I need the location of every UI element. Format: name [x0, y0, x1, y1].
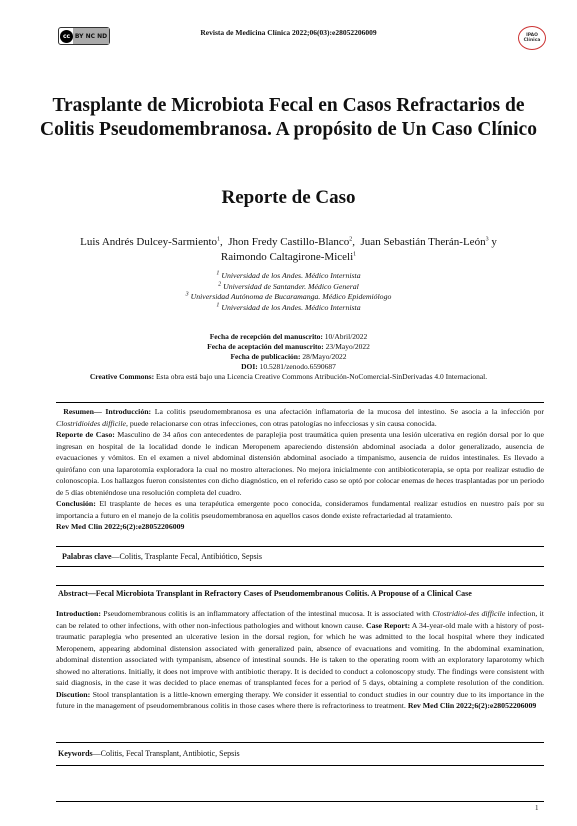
cc-icon: cc — [60, 30, 73, 43]
keywords-text: —Colitis, Fecal Transplant, Antibiotic, Sepsis — [92, 749, 240, 758]
affiliation-num: 1 — [216, 270, 220, 277]
author-3-sup: 3 — [485, 236, 489, 243]
resumen-citation: Rev Med Clin 2022;6(2):e28052206009 — [56, 522, 185, 531]
doi-line — [40, 362, 537, 372]
logo-subtext: Clínica — [523, 38, 541, 43]
resumen-conclusion: El trasplante de heces es una terapéutica emergente poco conocida, consideramos fundamental realizar estudios en nuestro país por su importancia a futuro en el manejo de la colitis pseudomembranosa en aquellos casos donde existe refractariedad al tratamiento. — [56, 499, 545, 520]
palabras-clave — [56, 546, 544, 561]
keywords-box — [56, 742, 544, 766]
accepted-label: Fecha de aceptación del manuscrito: — [207, 342, 324, 351]
cc-text: Esta obra está bajo una Licencia Creative Commons Atribución-NoComercial-SinDerivadas 4.0 Internacional. — [155, 372, 488, 381]
affiliation-line — [40, 303, 537, 314]
resumen-heading: Resumen— Introducción: — [63, 407, 152, 416]
abstract-intro-cont: infection, it can be related to other infections, with other non-infectious pathologies and without known cause. — [56, 609, 544, 630]
article-type: Reporte de Caso — [221, 187, 356, 208]
affiliation-line — [40, 282, 537, 293]
abstract-discussion-heading: Discution: — [56, 689, 91, 699]
affiliation-text: Universidad Autónoma de Bucaramanga. Médico Epidemiólogo — [190, 292, 392, 301]
received-label: Fecha de recepción del manuscrito: — [209, 332, 323, 341]
author-2: Jhon Fredy Castillo-Blanco — [228, 236, 350, 248]
author-and: y — [491, 236, 497, 248]
abstract-title: Abstract—Fecal Microbiota Transplant in Refractory Cases of Pseudomembranous Colitis. A Propouse of a Clinical Case — [58, 589, 472, 598]
received-value: 10/Abril/2022 — [324, 332, 368, 341]
keywords-heading: Keywords — [58, 749, 93, 758]
affiliations — [40, 271, 537, 313]
author-4: Raimondo Caltagirone-Miceli — [220, 251, 354, 263]
cc-license-badge — [58, 27, 110, 45]
affiliation-line — [40, 292, 537, 303]
abstract-heading — [56, 586, 544, 598]
abstract-paragraph — [56, 608, 544, 712]
doi-label: DOI: — [241, 362, 258, 371]
keywords — [56, 743, 544, 758]
resumen-intro-cont: , puede relacionarse con otras infecciones, con otras patologías no infecciosas y sin causa conocida. — [125, 418, 437, 428]
cc-line — [40, 372, 537, 382]
cc-label: Creative Commons: — [89, 372, 155, 381]
doi-link[interactable]: 10.5281/zenodo.6590687 — [259, 362, 336, 371]
author-1: Luis Andrés Dulcey-Sarmiento — [80, 236, 218, 248]
resumen-case: Masculino de 34 años con antecedentes de paraplejia post traumática quien presenta una lesión ulcerativa en región dorsal por lo que ingresan en hospital de la localidad donde le indican Meropenem apareciendo distensión abdominal asociada a dolor generalizado, ausencia de evacuaciones y vómitos. En el examen a nivel abdominal distensión abdominal asociado a timpanismo, ausencia de ruidos intestinales. Es llevado a quirófano con una laparotomía exploradora la cual no mostro alteraciones. No mejora inicialmente con antibioticoterapia, se opta por realizar estudio de colonoscopia. Los hallazgos fueron consistentes con dicho diagnóstico, en el referido caso se optó por colocar enemas de heces trasplantadas por un periodo de 5 días obteniéndose una resolución completa del cuadro. — [56, 430, 544, 497]
footer-divider — [56, 801, 544, 802]
abstract-intro-heading: Introduction: — [56, 609, 101, 618]
palabras-heading: Palabras clave — [62, 552, 112, 561]
author-2-sup: 2 — [349, 236, 353, 243]
affiliation-num: 3 — [185, 291, 189, 298]
journal-logo — [518, 26, 546, 50]
abstract-discussion: Stool transplantation is a little-known emerging therapy. We consider it essential to conduct studies in our country due to its importance in the future in the management of pseudomembranous colitis in those cases where there is refractoriness to treatment. — [56, 689, 545, 710]
abstract-box — [56, 585, 544, 740]
author-3: Juan Sebastián Therán-León — [360, 236, 486, 248]
published-value: 28/Mayo/2022 — [302, 352, 347, 361]
author-list: Luis Andrés Dulcey-Sarmiento$^1$, Jhon Fredy Castillo-Blanco$^2$, Juan Sebastián Therán-León$^3$ y Raimondo Caltagirone-Miceli$^1$ — [80, 236, 497, 263]
accepted-date — [40, 342, 537, 352]
journal-header: Revista de Medicina Clínica 2022;06(03):e28052206009 — [200, 28, 377, 37]
affiliation-text: Universidad de los Andes. Médico Internista — [221, 302, 361, 312]
palabras-box — [56, 546, 544, 567]
affiliation-text: Universidad de Santander. Médico General — [223, 281, 359, 291]
affiliation-line — [40, 271, 537, 282]
palabras-text: —Colitis, Trasplante Fecal, Antibiótico, Sepsis — [111, 552, 262, 561]
abstract-citation: Rev Med Clin 2022;6(2):e28052206009 — [407, 701, 537, 710]
resumen-case-heading: Reporte de Caso: — [56, 430, 115, 439]
abstract-case-heading: Case Report: — [365, 620, 411, 630]
abstract-intro: Pseudomembranous colitis is an inflammatory affectation of the intestinal mucosa. It is associated with — [103, 609, 430, 618]
abstract-case: A 34-year-old male with a history of post-traumatic paraplegia who presented an ulcerative lesion in the dorsal region, for which he was admitted to the local hospital where they indicated Meropenem, appearing abdominal distension associated with generalized pain, absence of evacuations and vomiting. In the abdominal examination, abdominal distention associated with tympanism, absence of intestinal sounds. He is taken to the operating room with an exploratory laparotomy which showed no alterations. Initially, it does not improve with antibiotic therapy. It is decided to conduct a colonoscopy study. The findings were consistent with said diagnosis, in the case it was decided to place enemas of transplanted feces for a period of 5 days, obtaining a complete resolution of the condition. — [56, 620, 545, 687]
abstract-organism: Clostridioi-des difficile — [432, 609, 506, 618]
author-4-sup: 1 — [353, 251, 357, 258]
published-label: Fecha de publicación: — [230, 352, 301, 361]
manuscript-dates — [40, 332, 537, 382]
resumen-organism: Clostridioides difficile — [56, 418, 126, 428]
resumen-conclusion-heading: Conclusión: — [56, 499, 96, 508]
page-number: 1 — [535, 804, 539, 812]
accepted-value: 23/Mayo/2022 — [325, 342, 370, 351]
author-1-sup: 1 — [217, 236, 221, 243]
affiliation-num: 1 — [216, 301, 220, 308]
affiliation-text: Universidad de los Andes. Médico Internista — [221, 271, 361, 280]
affiliation-num: 2 — [218, 280, 222, 287]
received-date — [40, 332, 537, 342]
paper-title: Trasplante de Microbiota Fecal en Casos Refractarios de Colitis Pseudomembranosa. A propósito de Un Caso Clínico — [40, 95, 537, 140]
resumen-box — [56, 402, 544, 547]
resumen-paragraph — [56, 406, 544, 533]
logo-text: IPAO — [526, 33, 538, 38]
resumen-intro: La colitis pseudomembranosa es una afectación inflamatoria de la mucosa del intestino. Se asocia a la infección por — [154, 407, 545, 416]
published-date — [40, 352, 537, 362]
by-nc-nd-label: BY NC ND — [73, 28, 109, 44]
